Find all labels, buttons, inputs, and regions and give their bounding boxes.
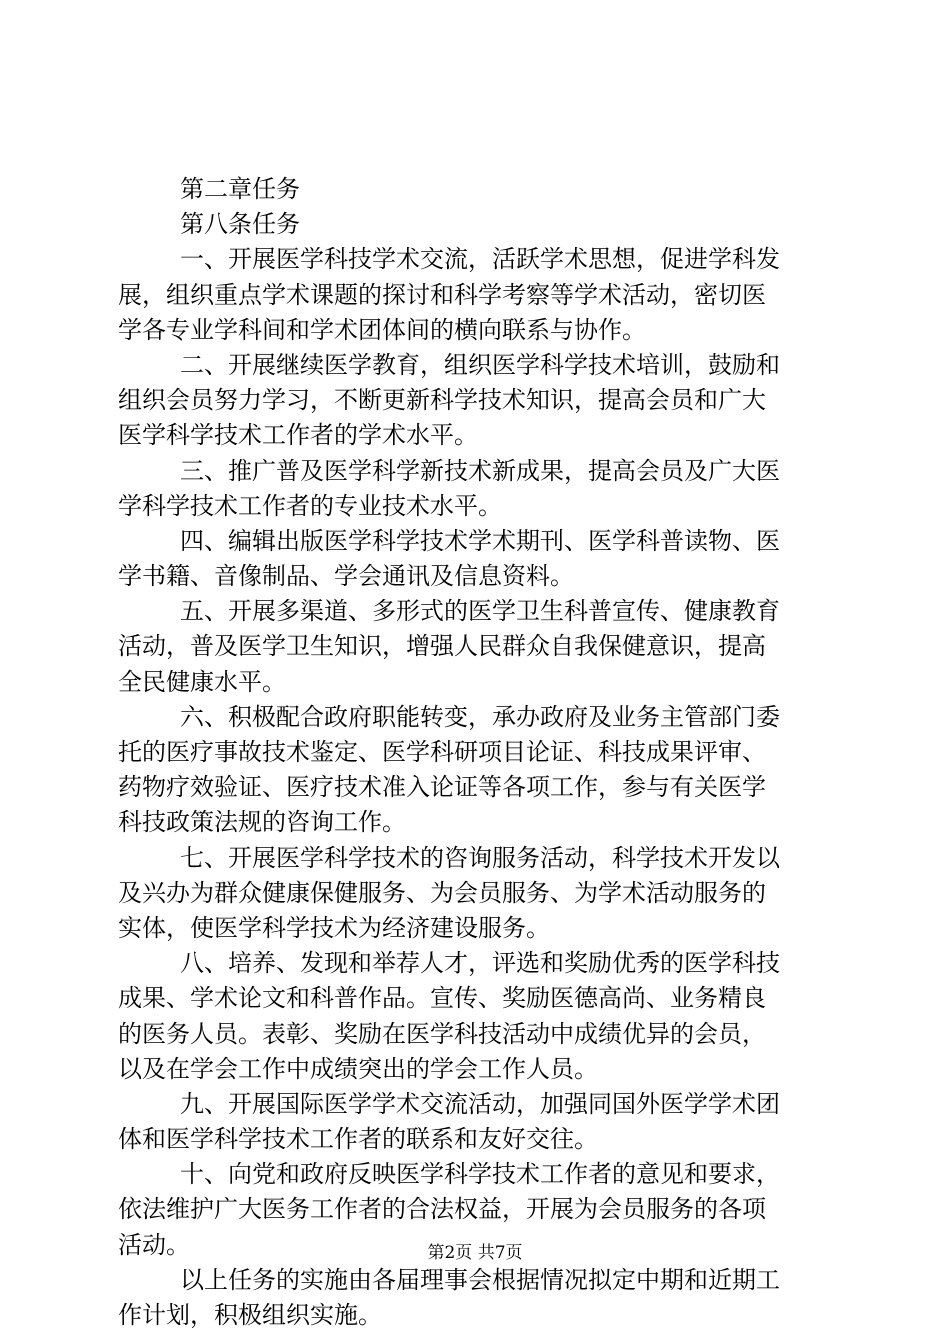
text-line: 全民健康水平。	[118, 667, 286, 696]
text-line: 九、开展国际医学学术交流活动，加强同国外医学学术团	[180, 1089, 780, 1118]
text-line: 医学科学技术工作者的学术水平。	[118, 421, 478, 450]
text-line: 体和医学科学技术工作者的联系和友好交往。	[118, 1125, 598, 1154]
text-line: 七、开展医学科学技术的咨询服务活动，科学技术开发以	[180, 843, 780, 872]
text-line: 三、推广普及医学科学新技术新成果，提高会员及广大医	[180, 456, 780, 485]
text-line: 第二章任务	[180, 175, 300, 203]
text-line: 依法维护广大医务工作者的合法权益，开展为会员服务的各项	[118, 1195, 766, 1224]
text-line: 学各专业学科间和学术团体间的横向联系与协作。	[118, 315, 646, 344]
text-line: 十、向党和政府反映医学科学技术工作者的意见和要求，	[180, 1160, 780, 1189]
text-line: 实体，使医学科学技术为经济建设服务。	[118, 913, 550, 942]
text-line: 托的医疗事故技术鉴定、医学科研项目论证、科技成果评审、	[118, 738, 766, 766]
text-line: 学书籍、音像制品、学会通讯及信息资料。	[118, 562, 574, 591]
text-line: 以及在学会工作中成绩突出的学会工作人员。	[118, 1054, 598, 1083]
text-line: 药物疗效验证、医疗技术准入论证等各项工作，参与有关医学	[118, 773, 766, 802]
text-line: 活动。	[118, 1230, 190, 1259]
text-line: 第八条任务	[180, 210, 300, 239]
document-body	[118, 172, 832, 1333]
text-line: 及兴办为群众健康保健服务、为会员服务、为学术活动服务的	[118, 878, 766, 907]
text-line: 一、开展医学科技学术交流，活跃学术思想，促进学科发	[180, 245, 780, 274]
text-line: 二、开展继续医学教育，组织医学科学技术培训，鼓励和	[180, 350, 780, 379]
text-line: 六、积极配合政府职能转变，承办政府及业务主管部门委	[180, 702, 780, 731]
text-line: 的医务人员。表彰、奖励在医学科技活动中成绩优异的会员，	[118, 1019, 766, 1048]
text-line: 活动，普及医学卫生知识，增强人民群众自我保健意识，提高	[118, 632, 766, 661]
text-line: 八、培养、发现和举荐人才，评选和奖励优秀的医学科技	[180, 949, 780, 978]
text-line: 学科学技术工作者的专业技术水平。	[118, 491, 502, 520]
text-line: 展，组织重点学术课题的探讨和科学考察等学术活动，密切医	[118, 280, 766, 309]
text-line: 以上任务的实施由各届理事会根据情况拟定中期和近期工	[180, 1265, 780, 1294]
text-line: 组织会员努力学习，不断更新科学技术知识，提高会员和广大	[118, 386, 766, 415]
text-line: 成果、学术论文和科普作品。宣传、奖励医德高尚、业务精良	[118, 984, 766, 1013]
text-line: 作计划，积极组织实施。	[118, 1301, 382, 1329]
text-line: 科技政策法规的咨询工作。	[118, 808, 406, 837]
text-line: 四、编辑出版医学科学技术学术期刊、医学科普读物、医	[180, 526, 780, 555]
text-line: 五、开展多渠道、多形式的医学卫生科普宣传、健康教育	[180, 597, 780, 626]
page-footer: 第2页 共7页	[427, 1243, 523, 1263]
